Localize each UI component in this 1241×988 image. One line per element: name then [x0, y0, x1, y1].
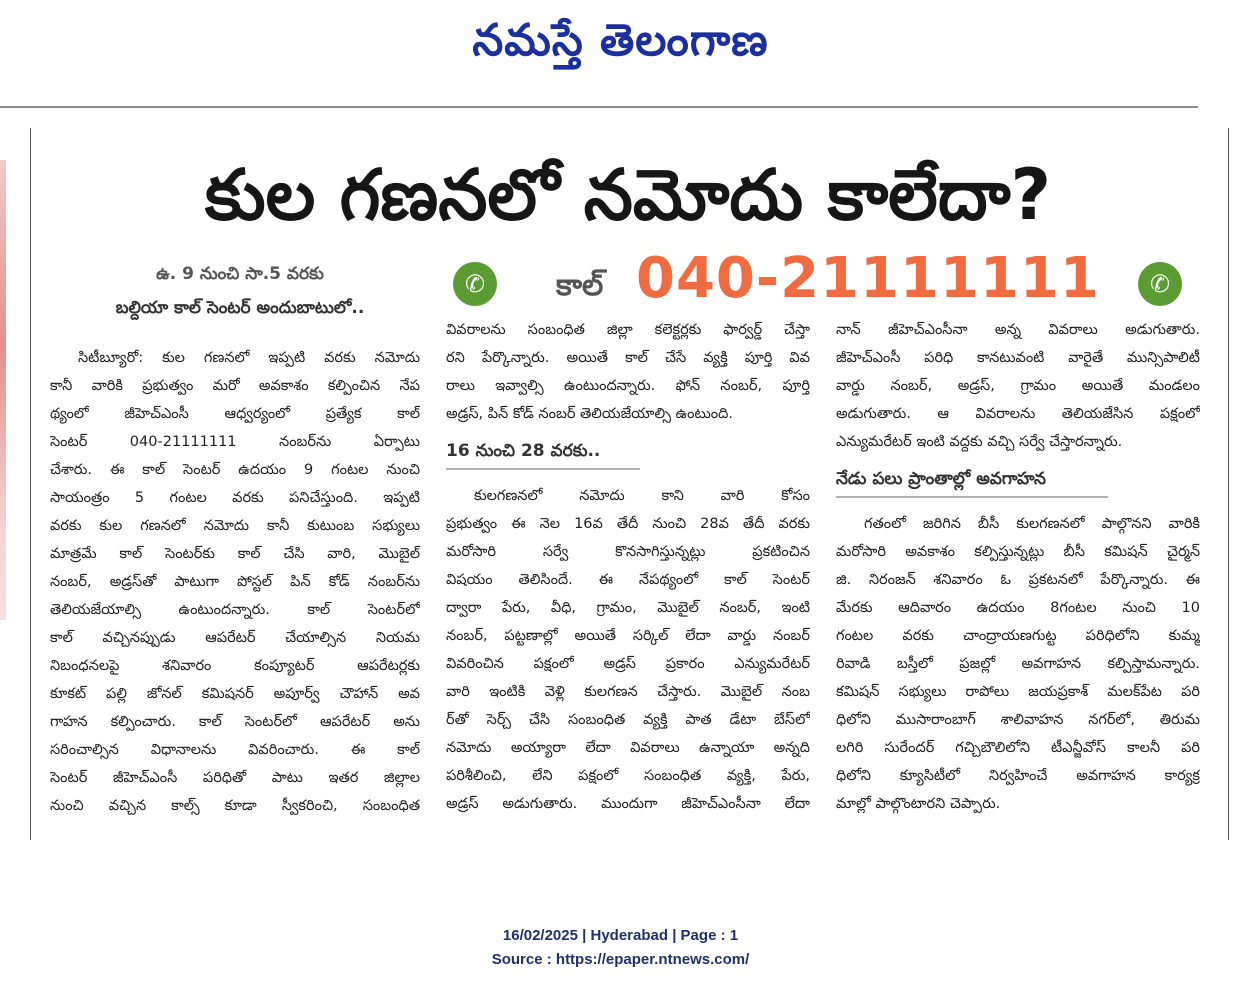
text-line: నంబర్‌, అడ్రస్‌తో పాటుగా పోస్టల్‌ పిన్‌ కోడ్‌ నంబర్‌ను [50, 574, 420, 590]
text-line: గంటల వరకు చాంద్రాయణగుట్ట పరిధిలోని కుమ్మ [836, 628, 1200, 644]
text-line: ఎన్యుమరేటర్‌ ఇంటి వద్దకు వచ్చి సర్వే చేస్తారన్నారు. [836, 434, 1123, 450]
text-line: వివరాలను సంబంధిత జిల్లా కలెక్టర్లకు ఫార్వర్డ్‌ చేస్తా [446, 322, 810, 338]
footer-date-location: 16/02/2025 | Hyderabad | Page : 1 [502, 927, 739, 944]
text-line: నిబంధనలపై శనివారం కంప్యూటర్‌ ఆపరేటర్లకు [50, 658, 420, 674]
text-line: ద్వారా పేరు, వీధి, గ్రామం, మొబైల్‌ నంబర్‌, ఇంటి [446, 600, 810, 616]
masthead-rule [0, 106, 1198, 108]
text-line: కాల్‌ వచ్చినప్పుడు ఆపరేటర్‌ చేయాల్సిన నియమ [50, 630, 420, 646]
masthead [0, 8, 1241, 74]
text-line: సిటీబ్యూరో: కుల గణనలో ఇప్పటి వరకు నమోదు [78, 350, 420, 366]
text-line: వివరించిన పక్షంలో అడ్రస్‌ ప్రకారం ఎన్యుమరేటర్‌ [446, 656, 810, 672]
text-line: రని పేర్కొన్నారు. అయితే కాల్‌ చేసే వ్యక్తి పూర్తి వివ [446, 350, 810, 366]
section-subheading-awareness: నేడు పలు ప్రాంతాల్లో అవగాహన [836, 466, 1108, 498]
text-line: సరించాల్సిన విధానాలను వివరించారు. ఈ కాల్‌ [50, 742, 420, 758]
newspaper-logo: నమస్తే తెలంగాణ [472, 15, 769, 66]
text-line: గాహన కల్పించారు. కాల్‌ సెంటర్‌లో ఆపరేటర్‌ అను [50, 714, 420, 730]
text-line: మాల్లో పాల్గొంటారని చెప్పారు. [836, 796, 1001, 812]
adjacent-article-image-edge [0, 160, 6, 620]
text-line: జి. నిరంజన్‌ శనివారం ఓ ప్రకటనలో పేర్కొన్నారు. ఈ [836, 572, 1200, 588]
text-line: వరకు కుల గణనలో నమోదు కానీ కుటుంబ సభ్యులు [50, 518, 420, 534]
article-column-3-bottom [836, 510, 1200, 818]
footer-source-link[interactable]: Source : https://epaper.ntnews.com/ [491, 951, 750, 968]
article-border-left [30, 128, 31, 840]
text-line: ప్రభుత్వం ఈ నెల 16వ తేదీ నుంచి 28వ తేదీ వరకు [446, 516, 810, 532]
article-column-3-top [836, 316, 1200, 456]
section-subheading-dates: 16 నుంచి 28 వరకు.. [446, 438, 640, 470]
article-border-right [1228, 128, 1229, 840]
text-line: వార్డు నంబర్‌, అడ్రస్‌, గ్రామం అయితే మండలం [836, 378, 1200, 394]
call-center-number: 040-21111111 [636, 246, 1100, 311]
call-label: కాల్‌ [556, 268, 604, 303]
page-footer [0, 924, 1241, 972]
text-line: రివాడి బస్తీలో ప్రజల్లో అవగాహన కల్పిస్తామన్నారు. [836, 656, 1200, 672]
text-line: లగిరి సురేందర్‌ గచ్చిబౌలిలోని టీఎన్జీవోస్‌ కాలనీ పరి [836, 740, 1200, 756]
text-line: అడ్రస్‌, పిన్‌ కోడ్‌ నంబర్‌ తెలియజేయాల్సి ఉంటుంది. [446, 406, 733, 422]
text-line: నంబర్‌, పట్టణాల్లో అయితే సర్కిల్‌ లేదా వార్డు నంబర్‌ [446, 628, 810, 644]
text-line: కూకట్‌ పల్లి జోనల్‌ కమిషనర్‌ అపూర్వ్‌ చౌహాన్‌ అవ [50, 686, 420, 702]
text-line: పరిశీలించి, లేని పక్షంలో సంబంధిత వ్యక్తి, పేరు, [446, 768, 810, 784]
text-line: రాలు ఇవ్వాల్సి ఉంటుందన్నారు. ఫోన్‌ నంబర్‌, పూర్తి [446, 378, 810, 394]
text-line: సాయంత్రం 5 గంటల వరకు పనిచేస్తుంది. ఇప్పటి [50, 490, 420, 506]
text-line: నమోదు అయ్యారా లేదా వివరాలు ఉన్నాయా అన్నది [446, 740, 810, 756]
phone-icon: ✆ [1138, 262, 1182, 306]
text-line: చేశారు. ఈ కాల్‌ సెంటర్‌ ఉదయం 9 గంటల నుంచి [50, 462, 420, 478]
text-line: కానీ వారికి ప్రభుత్వం మరో అవకాశం కల్పించిన నేప [50, 378, 420, 394]
phone-icon: ✆ [453, 262, 497, 306]
text-line: మరోసారి అవకాశం కల్పిస్తున్నట్లు బీసీ కమిషన్‌ చైర్మన్‌ [836, 544, 1200, 560]
text-line: అడ్రస్‌ అడుగుతారు. ముందుగా జీహెచ్‌ఎంసీనా లేదా [446, 796, 810, 812]
text-line: విషయం తెలిసిందే. ఈ నేపథ్యంలో కాల్‌ సెంటర్‌ [446, 572, 810, 588]
text-line: సెంటర్‌ జీహెచ్‌ఎంసీ పరిధితో పాటు ఇతర జిల్లాల [50, 770, 420, 786]
text-line: జీహెచ్‌ఎంసీ పరిధి కానటువంటి వారైతే మున్సిపాలిటీ [836, 350, 1200, 366]
text-line: కులగణనలో నమోదు కాని వారి కోసం [474, 488, 810, 504]
text-line: కమిషన్‌ సభ్యులు రాపోలు జయప్రకాశ్‌ మలక్‌పేట పరి [836, 684, 1200, 700]
text-line: సెంటర్‌ 040-21111111 నంబర్‌ను ఏర్పాటు [50, 434, 420, 450]
subheading-timing: ఉ. 9 నుంచి సా.5 వరకు [156, 264, 324, 284]
subheading-availability: బల్దియా కాల్‌ సెంటర్‌ అందుబాటులో.. [115, 298, 365, 318]
text-line: ధిలోని ముసారాంబాగ్‌ శాలివాహన నగర్‌లో, తిరుమ [836, 712, 1200, 728]
text-line: గతంలో జరిగిన బీసీ కులగణనలో పాల్గొనని వారికి [864, 516, 1200, 532]
text-line: అడుగుతారు. ఆ వివరాలను తెలియజేసిన పక్షంలో [836, 406, 1200, 422]
text-line: మేరకు ఆదివారం ఉదయం 8గంటల నుంచి 10 [836, 600, 1200, 616]
text-line: మరోసారి సర్వే కొనసాగిస్తున్నట్లు ప్రకటించిన [446, 544, 810, 560]
text-line: ధిలోని క్యూసిటీలో నిర్వహించే అవగాహన కార్యక్ర [836, 768, 1200, 784]
article-column-2-top [446, 316, 810, 428]
article-column-2-bottom [446, 482, 810, 818]
text-line: నాన్‌ జీహెచ్‌ఎంసీనా అన్న వివరాలు అడుగుతారు. [836, 322, 1200, 338]
text-line: మాత్రమే కాల్‌ సెంటర్‌కు కాల్‌ చేసి వారి, మొబైల్‌ [50, 546, 420, 562]
text-line: వారి ఇంటికి వెళ్లి కులగణన చేస్తారు. మొబైల్‌ నంబ [446, 684, 810, 700]
article-headline: కుల గణనలో నమోదు కాలేదా? [204, 154, 1052, 236]
text-line: నుంచి వచ్చిన కాల్స్‌ కూడా స్వీకరించి, సంబంధిత [50, 798, 420, 814]
article-column-1 [50, 344, 420, 820]
text-line: ర్‌తో సెర్చ్‌ చేసి సంబంధిత వ్యక్తి పాత డేటా బేస్‌లో [446, 712, 810, 728]
text-line: తెలియజేయాల్సి ఉంటుందన్నారు. కాల్‌ సెంటర్‌లో [50, 602, 420, 618]
text-line: థ్యంలో జీహెచ్‌ఎంసీ ఆధ్వర్యంలో ప్రత్యేక కాల్‌ [50, 406, 420, 422]
